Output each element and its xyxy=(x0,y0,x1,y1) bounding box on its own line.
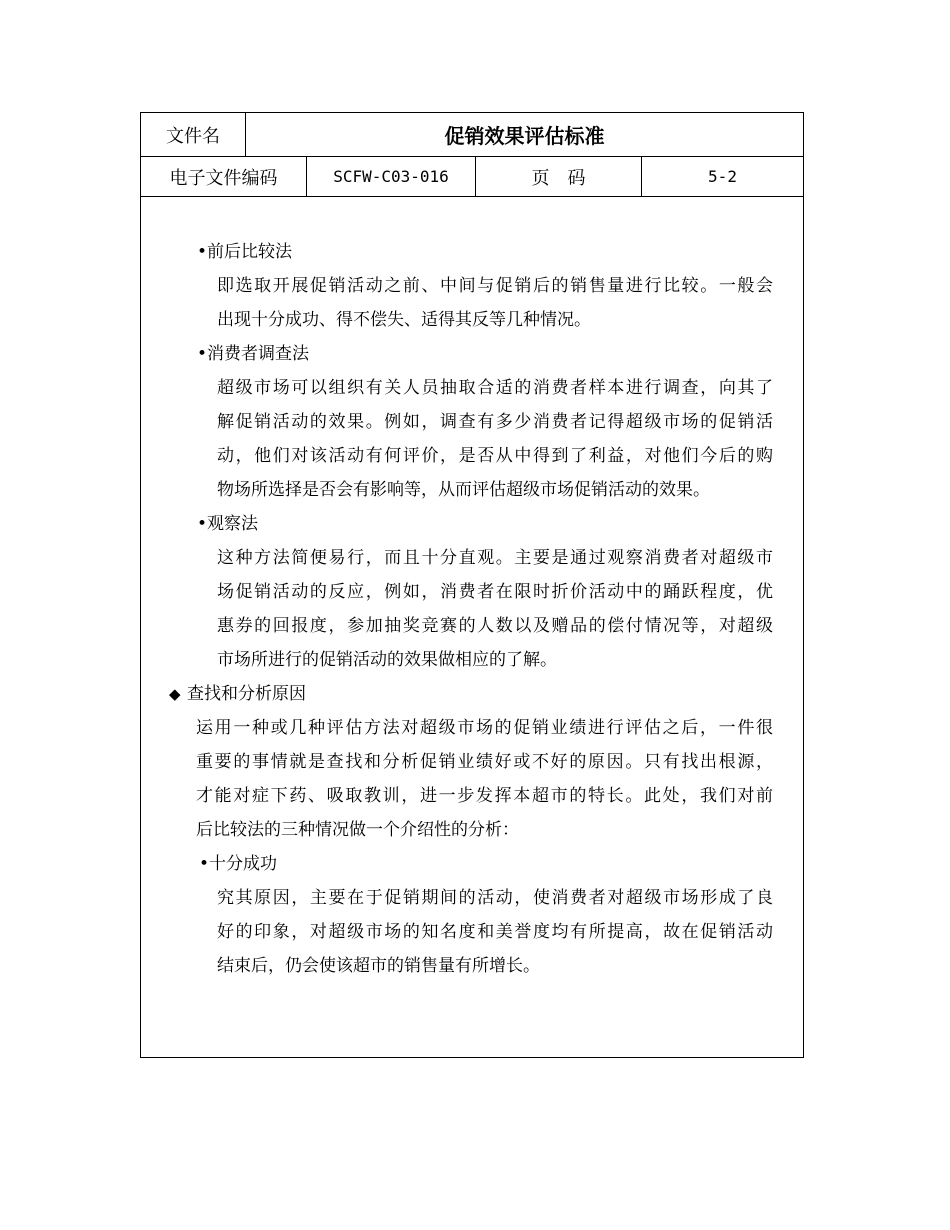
paragraph-line: 动，他们对该活动有何评价，是否从中得到了利益，对他们今后的购 xyxy=(217,446,773,466)
document-frame xyxy=(140,112,804,1058)
section-heading-very-successful: • 十分成功 xyxy=(199,853,277,875)
e-file-code-label: 电子文件编码 xyxy=(169,167,278,189)
section-heading-observation: • 观察法 xyxy=(197,513,258,535)
paragraph-line: 运用一种或几种评估方法对超级市场的促销业绩进行评估之后，一件很 xyxy=(196,718,773,738)
page-value: 5-2 xyxy=(641,157,803,196)
document-body xyxy=(141,197,803,1057)
document-title: 促销效果评估标准 xyxy=(245,113,803,156)
paragraph-line: 结束后，仍会使该超市的销售量有所增长。 xyxy=(217,956,540,976)
paragraph-line: 即选取开展促销活动之前、中间与促销后的销售量进行比较。一般会 xyxy=(217,276,773,296)
header-row-title xyxy=(141,113,803,157)
paragraph-line: 好的印象，对超级市场的知名度和美誉度均有所提高，故在促销活动 xyxy=(217,922,773,942)
paragraph-line: 超级市场可以组织有关人员抽取合适的消费者样本进行调查，向其了 xyxy=(217,378,773,398)
section-heading-consumer-survey: • 消费者调查法 xyxy=(197,343,309,365)
paragraph-line: 出现十分成功、得不偿失、适得其反等几种情况。 xyxy=(217,310,591,330)
paragraph-line: 市场所进行的促销活动的效果做相应的了解。 xyxy=(217,650,557,670)
paragraph-line: 才能对症下药、吸取教训，进一步发挥本超市的特长。此处，我们对前 xyxy=(196,786,773,806)
paragraph-line: 惠券的回报度，参加抽奖竞赛的人数以及赠品的偿付情况等，对超级 xyxy=(217,616,773,636)
paragraph-line: 究其原因，主要在于促销期间的活动，使消费者对超级市场形成了良 xyxy=(217,888,773,908)
paragraph-line: 物场所选择是否会有影响等，从而评估超级市场促销活动的效果。 xyxy=(217,480,710,500)
page-label: 页 码 xyxy=(475,157,641,196)
paragraph-line: 解促销活动的效果。例如，调查有多少消费者记得超级市场的促销活 xyxy=(217,412,773,432)
paragraph-line: 后比较法的三种情况做一个介绍性的分析： xyxy=(196,820,519,840)
file-name-label: 文件名 xyxy=(166,125,220,147)
section-heading-find-causes: ◆ 查找和分析原因 xyxy=(169,683,306,705)
section-heading-before-after: • 前后比较法 xyxy=(197,241,292,263)
header-row-meta xyxy=(141,157,803,197)
e-file-code-value: SCFW-C03-016 xyxy=(306,157,475,196)
paragraph-line: 这种方法简便易行，而且十分直观。主要是通过观察消费者对超级市 xyxy=(217,548,773,568)
paragraph-line: 场促销活动的反应，例如，消费者在限时折价活动中的踊跃程度，优 xyxy=(217,582,773,602)
paragraph-line: 重要的事情就是查找和分析促销业绩好或不好的原因。只有找出根源， xyxy=(196,752,773,772)
